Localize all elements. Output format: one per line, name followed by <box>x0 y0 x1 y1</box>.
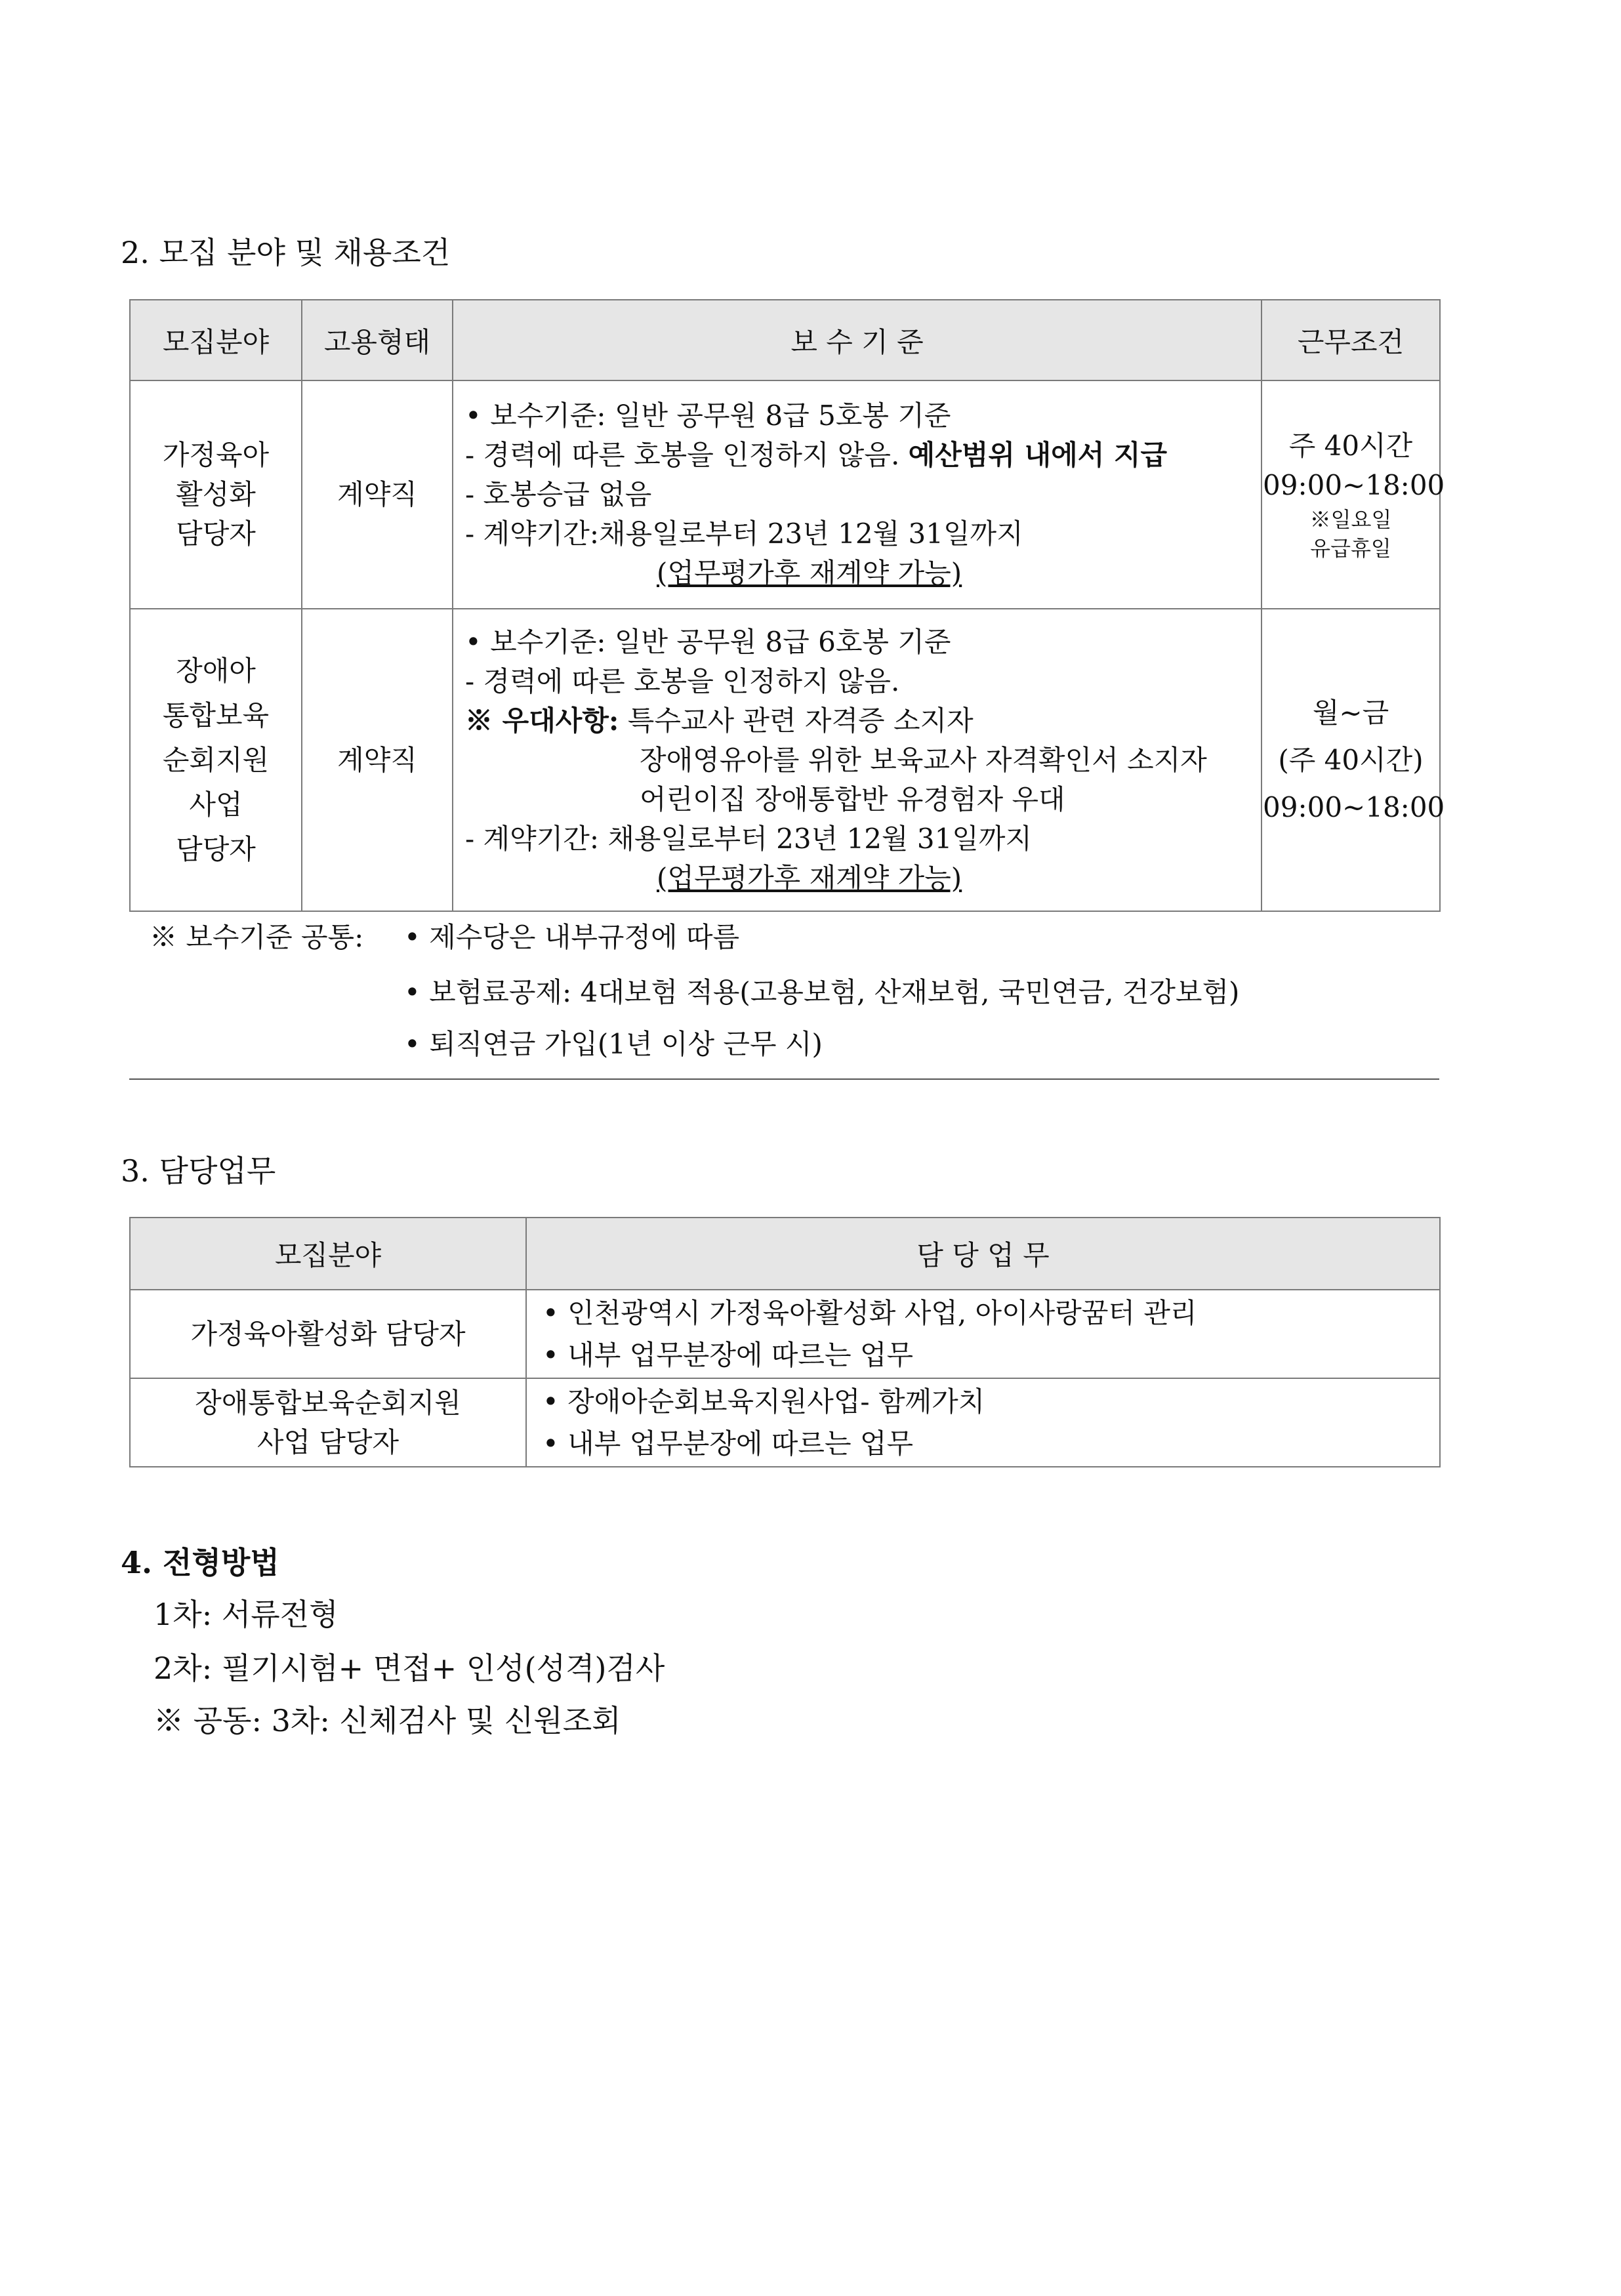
common-note-item: • 제수당은 내부규정에 따름 <box>404 921 740 953</box>
header-employment-type: 고용형태 <box>302 300 453 380</box>
common-note-item: • 퇴직연금 가입(1년 이상 근무 시) <box>404 1028 823 1060</box>
header-duties: 담 당 업 무 <box>526 1218 1440 1290</box>
field-cell: 가정육아활성화 담당자 <box>130 1290 526 1378</box>
selection-common-note: ※ 공동: 3차: 신체검사 및 신원조회 <box>154 1703 621 1738</box>
field-cell: 장애아 통합보육 순회지원 사업 담당자 <box>130 609 302 911</box>
header-pay-standard: 보 수 기 준 <box>453 300 1262 380</box>
table-row <box>130 380 1440 609</box>
field-cell: 가정육아 활성화 담당자 <box>130 380 302 609</box>
recruitment-conditions-table <box>129 299 1445 912</box>
section-heading-recruitment: 2. 모집 분야 및 채용조건 <box>121 235 451 270</box>
header-work-conditions: 근무조건 <box>1262 300 1440 380</box>
duties-table <box>129 1217 1441 1467</box>
selection-step-2: 2차: 필기시험+ 면접+ 인성(성격)검사 <box>154 1650 665 1686</box>
table-header-row <box>130 300 1440 380</box>
pay-standard-cell: • 보수기준: 일반 공무원 8급 6호봉 기준 - 경력에 따른 호봉을 인정하지 않음. ※ 우대사항: 특수교사 관련 자격증 소지자 장애영유아를 위한 보육교사 자격확인서 소지자 어린이집 장애통합반 유경험자 우대 - 계약기간: 채용일로부터 23년 12월 31일까지 (업무평가후 재계약 가능) <box>453 609 1262 911</box>
header-field: 모집분야 <box>130 1218 526 1290</box>
employment-type-cell: 계약직 <box>302 609 453 911</box>
table-header-row <box>130 1218 1440 1290</box>
table-row <box>130 1378 1440 1467</box>
pay-standard-cell: • 보수기준: 일반 공무원 8급 5호봉 기준 - 경력에 따른 호봉을 인정하지 않음. 예산범위 내에서 지급 - 호봉승급 없음 - 계약기간:채용일로부터 23년 12월 31일까지 (업무평가후 재계약 가능) <box>453 380 1262 609</box>
selection-step-1: 1차: 서류전형 <box>154 1597 339 1632</box>
common-note-label: ※ 보수기준 공통: <box>150 921 364 953</box>
employment-type-cell: 계약직 <box>302 380 453 609</box>
duties-cell: • 장애아순회보육지원사업- 함께가치 • 내부 업무분장에 따르는 업무 <box>526 1378 1440 1467</box>
common-note-item: • 보험료공제: 4대보험 적용(고용보험, 산재보험, 국민연금, 건강보험) <box>404 976 1240 1008</box>
table-row <box>130 609 1440 911</box>
section-heading-selection: 4. 전형방법 <box>121 1545 279 1580</box>
duties-cell: • 인천광역시 가정육아활성화 사업, 아이사랑꿈터 관리 • 내부 업무분장에 따르는 업무 <box>526 1290 1440 1378</box>
section-heading-duties: 3. 담당업무 <box>121 1153 276 1189</box>
work-conditions-cell: 월~금 (주 40시간) 09:00~18:00 <box>1262 609 1440 911</box>
field-cell: 장애통합보육순회지원 사업 담당자 <box>130 1378 526 1467</box>
divider <box>129 1078 1439 1080</box>
work-conditions-cell: 주 40시간 09:00~18:00 ※일요일 유급휴일 <box>1262 380 1440 609</box>
header-field: 모집분야 <box>130 300 302 380</box>
table-row <box>130 1290 1440 1378</box>
